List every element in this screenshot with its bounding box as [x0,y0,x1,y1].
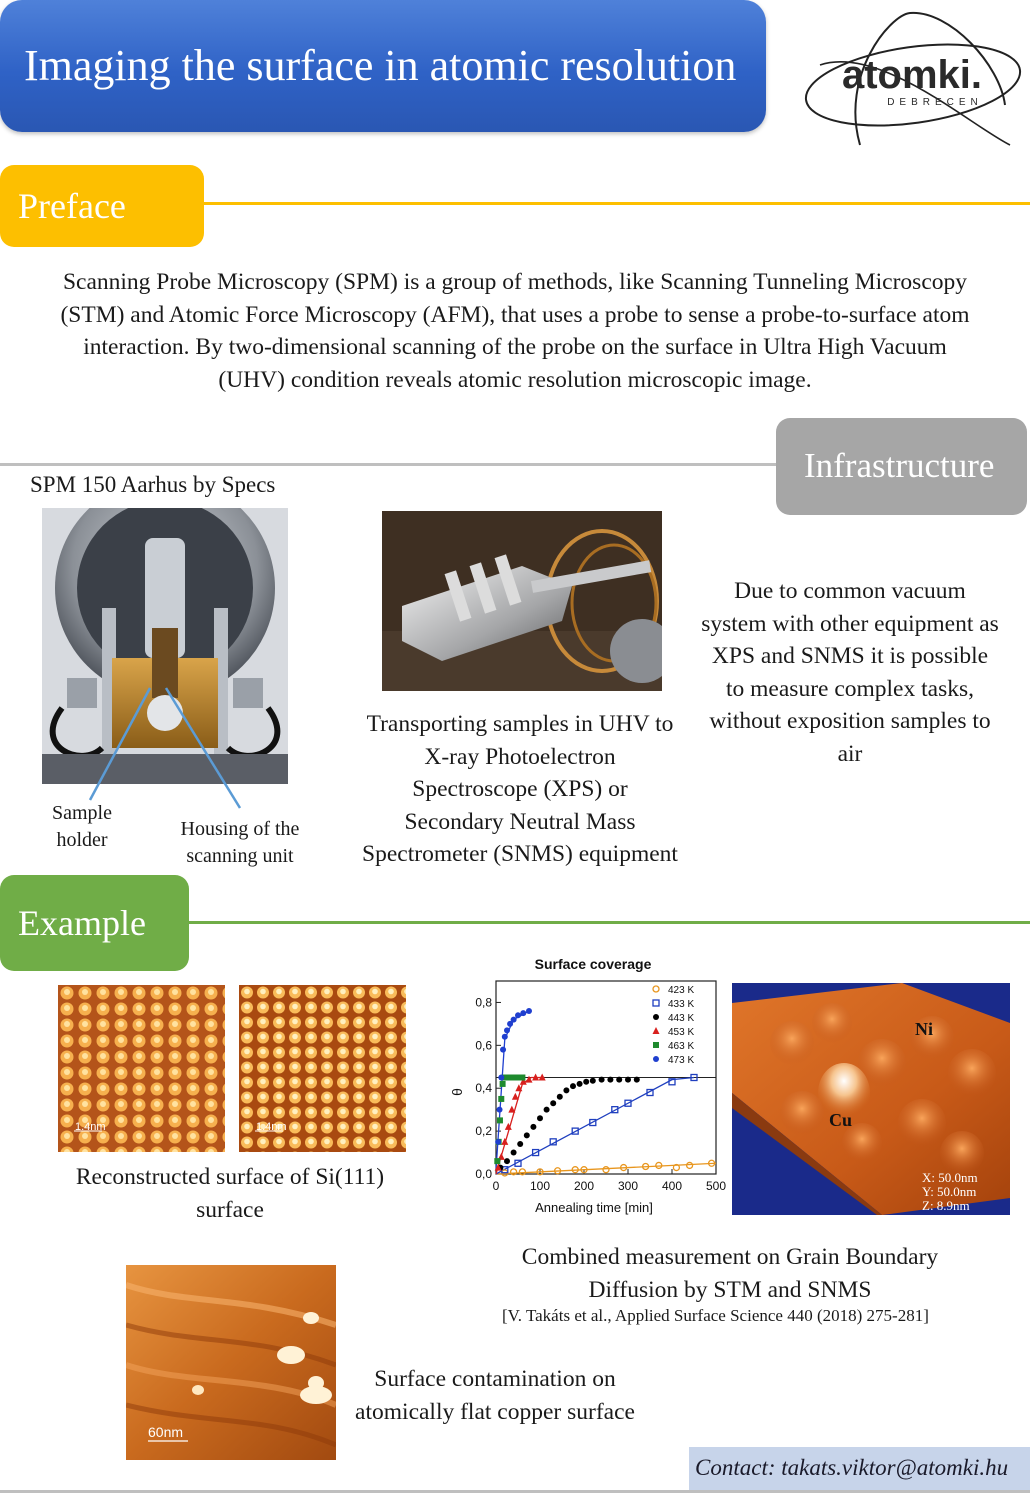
copper-scalebar: 60nm [148,1424,184,1440]
infrastructure-heading: Infrastructure [804,446,995,485]
z-dimension-label: Z: 8.9nm [922,1198,970,1213]
chart-legend-marker [653,1056,659,1062]
chart-point-series-6 [511,1017,517,1023]
chart-point-series-5 [514,1075,520,1081]
bottom-divider [0,1490,1030,1493]
chart-legend-marker [653,1042,659,1048]
chart-point-series-3 [634,1077,640,1083]
preface-heading-tab [0,165,204,247]
x-dimension-label: X: 50.0nm [922,1170,978,1185]
chart-point-series-3 [517,1141,523,1147]
chart-legend-label: 453 K [668,1027,695,1038]
copper-contamination-caption: Surface contamination on atomically flat copper surface [355,1366,635,1425]
chart-point-series-5 [494,1158,500,1164]
chart-point-series-6 [504,1027,510,1033]
chart-point-series-3 [570,1083,576,1089]
atomki-logo [800,5,1026,155]
chart-point-series-6 [502,1034,508,1040]
chart-point-series-3 [524,1132,530,1138]
chart-point-series-3 [557,1094,563,1100]
chart-point-series-3 [577,1081,583,1087]
chart-point-series-3 [537,1115,543,1121]
preface-body: Scanning Probe Microscopy (SPM) is a group of methods, like Scanning Tunneling Microscopy (STM) and Atomic Force Microscopy (AFM), that uses a probe to sense a probe-to-surface atom interaction. By two-dimensional scanning of the probe on the surface in Ultra High Vacuum (UHV) condition reveals atomic resolution microscopic image. [60,269,970,393]
instrument-label: SPM 150 Aarhus by Specs [30,472,276,497]
si-scalebar-2: 1.4nm [256,1121,287,1133]
chart-x-axis-label: Annealing time [min] [535,1200,653,1215]
chart-point-series-6 [497,1107,503,1113]
chart-point-series-6 [515,1012,521,1018]
chart-point-series-3 [616,1077,622,1083]
chart-y-tick-label: 0,4 [475,1081,492,1096]
chart-y-tick-label: 0,2 [475,1124,492,1139]
si111-caption: Reconstructed surface of Si(111) surface [75,1164,385,1223]
example-heading: Example [18,903,146,943]
chart-point-series-3 [511,1150,517,1156]
contact-email[interactable]: Contact: takats.viktor@atomki.hu [695,1455,1009,1480]
ni-label: Ni [915,1019,933,1039]
chart-y-tick-label: 0,8 [475,995,492,1010]
example-divider [189,921,1030,924]
chart-x-tick-label: 300 [617,1179,639,1193]
chart-point-series-5 [500,1081,506,1087]
grain-boundary-caption: Combined measurement on Grain Boundary Diffusion by STM and SNMS [521,1244,939,1303]
transport-caption: Transporting samples in UHV to X-ray Photoelectron Spectroscope (XPS) or Secondary Neutral Mass Spectrometer (SNMS) equipment [362,711,678,867]
ni-cu-3d-stm-image [732,983,1010,1215]
chart-point-series-6 [526,1008,532,1014]
chart-legend-label: 473 K [668,1055,695,1066]
photo-pointer-arrows [70,680,270,810]
chart-point-series-3 [590,1078,596,1084]
contact-box [689,1447,1030,1491]
chart-legend-label: 423 K [668,985,695,996]
reference-citation: [V. Takáts et al., Applied Surface Science 440 (2018) 275-281] [502,1306,929,1325]
chart-point-series-3 [625,1077,631,1083]
example-heading-tab [0,875,189,971]
chart-x-tick-label: 400 [661,1179,683,1193]
chart-x-tick-label: 500 [705,1179,727,1193]
si-scalebar-1: 1.4nm [75,1121,106,1133]
chart-point-series-3 [563,1087,569,1093]
chart-point-series-5 [497,1117,503,1123]
chart-point-series-3 [504,1158,510,1164]
chart-title: Surface coverage [534,956,652,972]
infrastructure-heading-tab [776,418,1027,515]
chart-legend-label: 443 K [668,1013,695,1024]
chart-point-series-3 [530,1124,536,1130]
chart-point-series-3 [599,1077,605,1083]
y-dimension-label: Y: 50.0nm [922,1184,977,1199]
infrastructure-divider [0,463,776,466]
chart-point-series-3 [583,1079,589,1085]
chart-point-series-5 [519,1075,525,1081]
preface-divider [204,202,1030,205]
chart-point-series-6 [498,1075,504,1081]
housing-label: Housing of the scanning unit [180,818,300,867]
logo-subtext: DEBRECEN [887,97,983,108]
chart-point-series-3 [607,1077,613,1083]
chart-point-series-5 [498,1096,504,1102]
chart-y-tick-label: 0,0 [475,1167,492,1181]
chart-x-tick-label: 200 [573,1179,595,1193]
chart-point-series-6 [500,1047,506,1053]
chart-point-series-3 [544,1107,550,1113]
logo-text: atomki. [841,53,983,97]
preface-heading: Preface [18,186,126,226]
chart-point-series-6 [495,1139,501,1145]
chart-y-axis-label: θ [449,1088,465,1096]
sample-holder-label: Sample holder [52,802,112,851]
cu-label: Cu [829,1110,853,1130]
chart-y-tick-label: 0,6 [475,1038,492,1053]
chart-x-tick-label: 100 [529,1179,551,1193]
chart-legend-label: 463 K [668,1041,695,1052]
chart-legend-marker [653,1014,659,1020]
transfer-arm-photo [382,511,662,691]
chart-x-tick-label: 0 [492,1179,500,1193]
chart-point-series-3 [550,1100,556,1106]
vacuum-system-text: Due to common vacuum system with other equipment as XPS and SNMS it is possible to measure complex tasks, without exposition samples to air [701,578,999,767]
chart-point-series-6 [520,1010,526,1016]
surface-coverage-chart [448,950,733,1218]
page-title: Imaging the surface in atomic resolution [24,41,737,90]
chart-legend-label: 433 K [668,999,695,1010]
